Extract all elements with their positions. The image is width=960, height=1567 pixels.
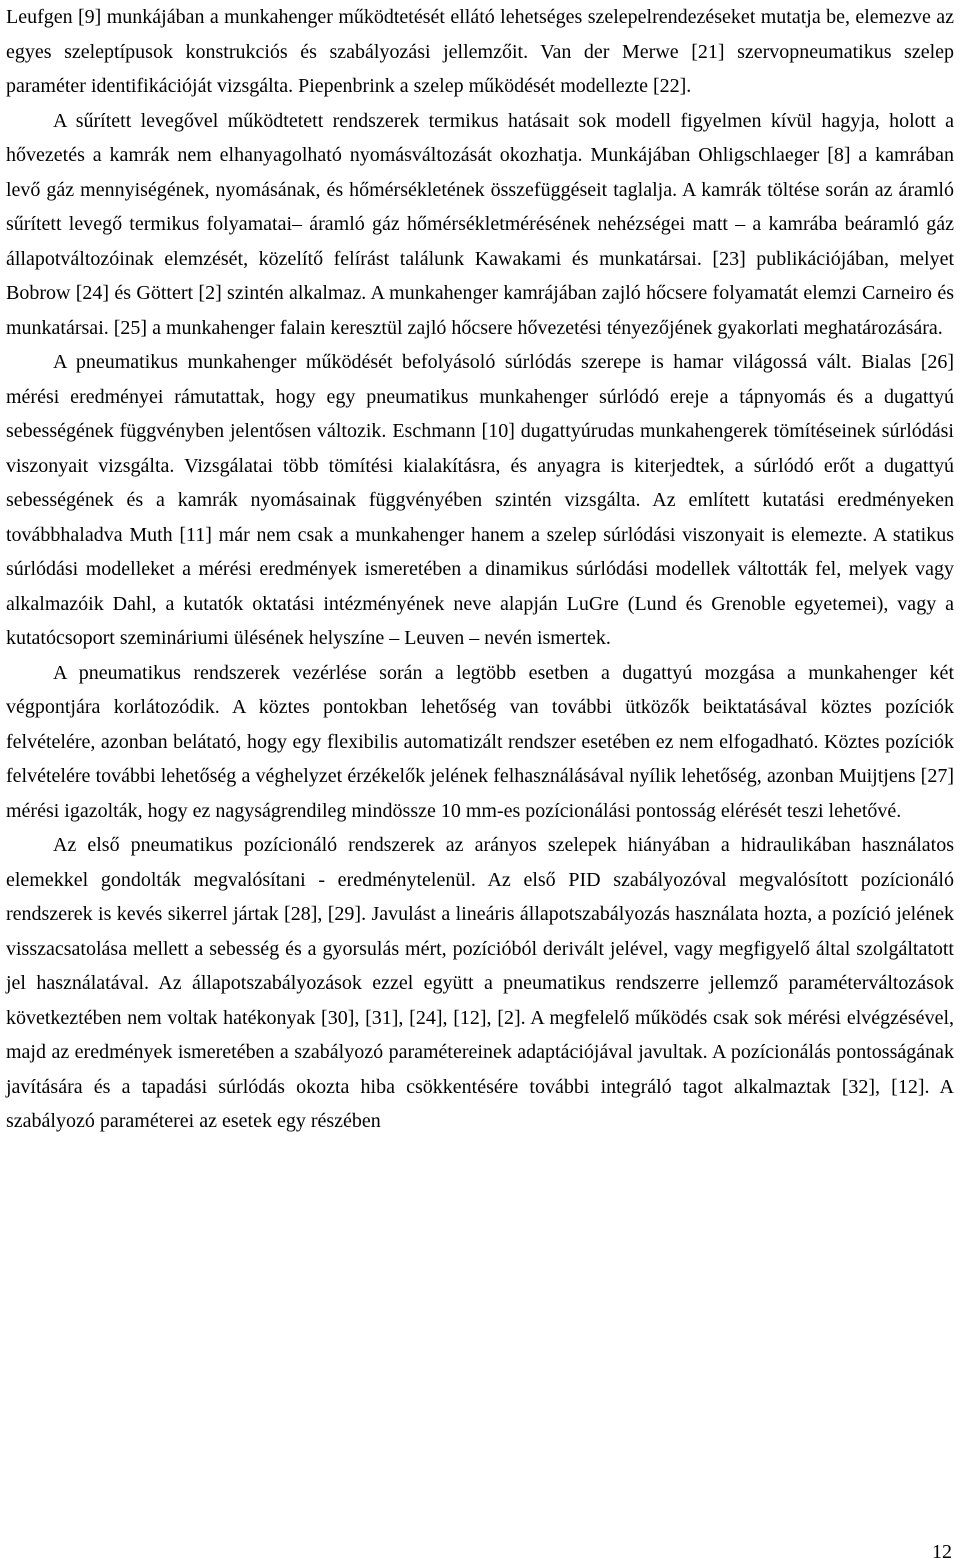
sentence: A statikus súrlódási modelleket a mérési eredmények ismeretében a dinamikus súrlódási modellek váltották fel, melyek vagy alkalmazóik Dahl, a kutatók oktatási intézményének neve alapján LuGre (Lund és Grenoble egyetemei), vagy a kutatócsoport szemináriumi ülésének helyszíne – Leuven – nevén ismertek. — [6, 523, 954, 649]
sentence: Az említett kutatási eredményeken továbbhaladva Muth [11] már nem csak a munkahenger hanem a szelep súrlódási viszonyait is elemezte. — [6, 489, 954, 546]
sentence: A megfelelő működés csak sok mérési elvégzésével, majd az eredmények ismeretében a szabályozó paramétereinek adaptációjával javultak. — [6, 1006, 954, 1063]
paragraph-3 — [6, 345, 954, 656]
sentence: Van der Merwe [21] szervopneumatikus szelep paraméter identifikációját vizsgálta. — [6, 40, 955, 97]
sentence: A szabályozó paraméterei az esetek egy részében — [6, 1075, 954, 1132]
sentence: Az állapotszabályozások ezzel együtt a pneumatikus rendszerre jellemző paraméterváltozások következtében nem voltak hatékonyak [30], [31], [24], [12], [2]. — [6, 972, 954, 1029]
paragraph-1 — [6, 0, 954, 104]
sentence: Köztes pozíciók felvételére további lehetőség a véghelyzet érzékelők jelének felhasználásával nyílik lehetőség, azonban Muijtjens [27] mérési igazolták, hogy ez nagyságrendileg mindössze 10 mm-es pozícionálási pontosság elérését teszi lehetővé. — [6, 730, 955, 822]
page-number: 12 — [932, 1541, 952, 1563]
paragraph-5 — [6, 828, 954, 1139]
sentence: A köztes pontokban lehetőség van további ütközők beiktatásával köztes pozíciók felvételére, azonban belátató, hogy egy flexibilis automatizált rendszer esetében ez nem elfogadható. — [6, 696, 954, 753]
sentence: Vizsgálatai több tömítési kialakításra, és anyagra is kiterjedtek, a súrlódó erőt a dugattyú sebességének és a kamrák nyomásainak függvényében szintén vizsgálta. — [6, 454, 954, 511]
sentence: A kamrák töltése során az áramló sűrített levegő termikus folyamatai– áramló gáz hőmérsékletmérésének nehézségei matt – a kamrába beáramló gáz állapotváltozóinak elemzését, közelítő felírást találunk Kawakami és munkatársai. — [6, 178, 954, 270]
sentence: A sűrített levegővel működtetett rendszerek termikus hatásait sok modell figyelmen kívül hagyja, holott a hővezetés a kamrák nem elhanyagolható nyomásváltozását okozhatja. — [6, 109, 954, 166]
sentence: Javulást a lineáris állapotszabályozás használata hozta, a pozíció jelének visszacsatolása mellett a sebesség és a gyorsulás mért, pozícióból derivált jelével, vagy megfigyelő által szolgáltatott jel használatával. — [6, 903, 954, 994]
document-page — [6, 0, 954, 1139]
sentence: A pneumatikus munkahenger működését befolyásoló súrlódás szerepe is hamar világossá vált. — [53, 351, 852, 373]
sentence: A munkahenger kamrájában zajló hőcsere folyamatát elemzi Carneiro és munkatársai. — [6, 282, 954, 339]
paragraph-4 — [6, 656, 954, 829]
sentence: Munkájában Ohligschlaeger [8] a kamrában levő gáz mennyiségének, nyomásának, és hőmérsékletének összefüggéseit taglalja. — [6, 144, 955, 201]
sentence: Az első PID szabályozóval megvalósított pozícionáló rendszerek is kevés sikerrel jártak [28], [29]. — [6, 868, 954, 925]
sentence: A pneumatikus rendszerek vezérlése során a legtöbb esetben a dugattyú mozgása a munkahenger két végpontjára korlátozódik. — [6, 661, 954, 718]
paragraph-2 — [6, 104, 954, 346]
sentence: Eschmann [10] dugattyúrudas munkahengerek tömítéseinek súrlódási viszonyait vizsgálta. — [6, 420, 954, 477]
sentence: Bialas [26] mérési eredményei rámutattak, hogy egy pneumatikus munkahenger súrlódó ereje a tápnyomás és a dugattyú sebességének függvényben jelentősen változik. — [6, 351, 955, 442]
sentence: Az első pneumatikus pozícionáló rendszerek az arányos szelepek hiányában a hidraulikában használatos elemekkel gondolták megvalósítani - eredménytelenül. — [6, 834, 954, 891]
sentence: Leufgen [9] munkájában a munkahenger működtetését ellátó lehetséges szelepelrendezéseket mutatja be, elemezve az egyes szeleptípusok konstrukciós és szabályozási jellemzőit. — [6, 6, 954, 63]
sentence: [25] a munkahenger falain keresztül zajló hőcsere hővezetési tényezőjének gyakorlati meghatározására. — [113, 316, 943, 339]
sentence: A pozícionálás pontosságának javítására és a tapadási súrlódás okozta hiba csökkentésére további integráló tagot alkalmaztak [32], [12]. — [6, 1041, 954, 1098]
sentence: Piepenbrink a szelep működését modellezte [22]. — [298, 75, 692, 97]
sentence: [23] publikációjában, melyet Bobrow [24] és Göttert [2] szintén alkalmaz. — [6, 247, 955, 304]
